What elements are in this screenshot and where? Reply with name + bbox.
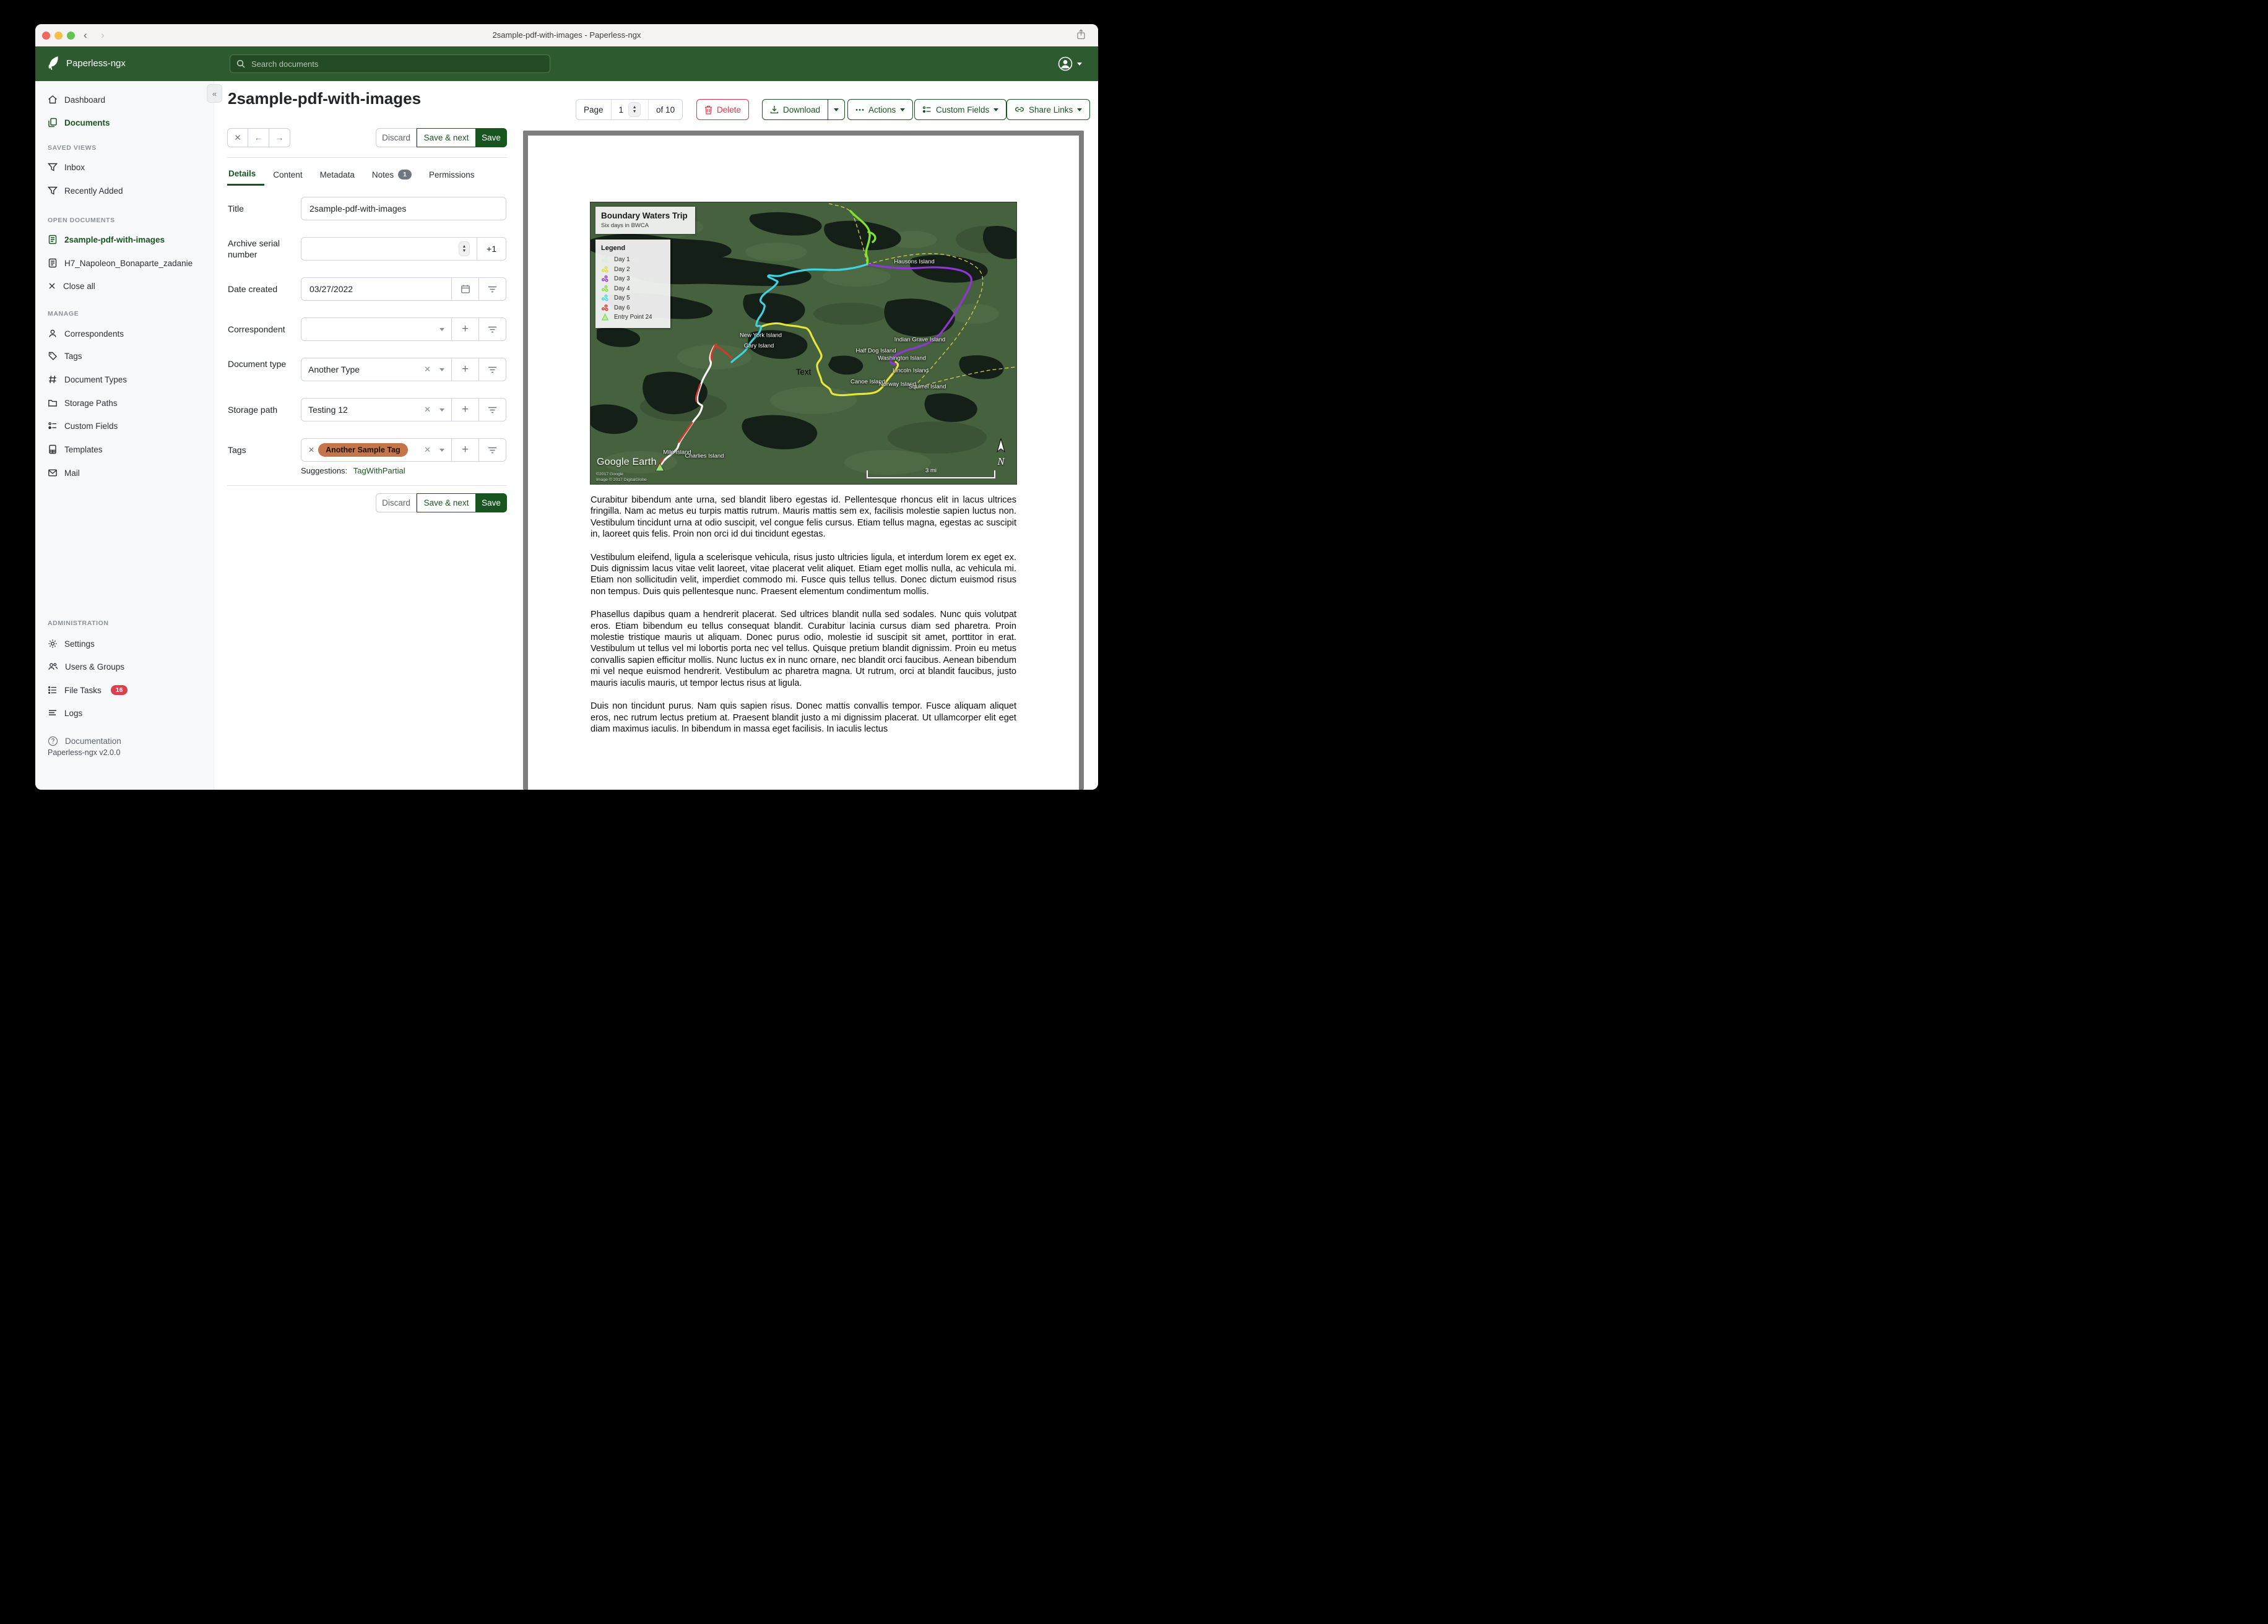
island-label: Indian Grave Island — [894, 336, 946, 343]
pdf-preview-frame — [523, 131, 1084, 790]
island-label: Charlies Island — [685, 452, 724, 460]
document-nav-group — [227, 128, 290, 147]
manage-header: MANAGE — [48, 310, 79, 317]
filter-by-document-type-button[interactable] — [478, 358, 506, 381]
page-navigation — [576, 99, 683, 120]
home-icon — [48, 95, 58, 105]
tab-notes[interactable]: Notes 1 — [363, 165, 420, 186]
remove-tag-icon[interactable]: ✕ — [308, 446, 315, 454]
chevron-down-icon — [1077, 63, 1082, 66]
filter-lines-icon — [488, 366, 497, 373]
share-links-button[interactable]: Share Links — [1006, 99, 1090, 120]
date-created-label: Date created — [228, 284, 278, 294]
save-button[interactable]: Save — [476, 128, 507, 147]
custom-fields-icon — [48, 421, 58, 431]
sidebar-item-logs[interactable]: Logs — [48, 707, 82, 719]
page-count-label: of 10 — [656, 105, 675, 114]
document-icon — [48, 258, 58, 268]
divider — [227, 157, 507, 158]
filter-lines-icon — [488, 447, 497, 454]
legend-item-day3: Day 3 — [601, 274, 665, 284]
custom-fields-button[interactable]: Custom Fields — [914, 99, 1006, 120]
tab-details[interactable]: Details — [227, 165, 264, 186]
paragraph: Phasellus dapibus quam a hendrerit placerat. Sed ultrices blandit nulla sed sodales. Nunc quis volutpat eros. Etiam bibendum eu tellus consequat blandit. Curabitur lacinia cursus diam sed pharetra. Proin molestie tristique mauris ut aliquam. Donec purus odio, molestie id suscipit sit amet, porttitor in erat. Vestibulum ut tellus vel mi lobortis porta nec vel tellus. Quisque pretium blandit dignissim. Proin eu metus convallis sapien efficitur mollis. Nunc luctus ex in nunc ornare, nec blandit orci faucibus. Aenean bibendum mi vel neque euismod hendrerit. Vestibulum ac pharetra magna. Ut rutrum, orci at blandit faucibus, justo mauris iaculis mauris, ut tempor lectus risus at ligula. — [591, 610, 1016, 688]
custom-fields-icon — [922, 105, 932, 114]
add-tag-button[interactable]: + — [451, 439, 478, 461]
sidebar-item-open-doc-1[interactable]: 2sample-pdf-with-images — [48, 233, 165, 246]
search-input[interactable] — [250, 59, 543, 69]
tab-metadata[interactable]: Metadata — [319, 170, 355, 179]
sidebar-item-storage-paths[interactable]: Storage Paths — [48, 397, 118, 409]
document-text — [591, 495, 1016, 746]
tag-icon — [48, 351, 58, 361]
sidebar-item-recently-added[interactable]: Recently Added — [48, 184, 123, 197]
correspondent-label: Correspondent — [228, 324, 285, 334]
storage-path-select[interactable]: Testing 12 ✕ — [301, 399, 451, 421]
map-text-annotation: Text — [795, 367, 812, 377]
users-icon — [48, 662, 58, 672]
title-label: Title — [228, 204, 244, 214]
filter-by-date-button[interactable] — [478, 278, 506, 300]
app-version: Paperless-ngx v2.0.0 — [48, 748, 121, 757]
filter-by-correspondent-button[interactable] — [478, 318, 506, 340]
folder-icon — [48, 398, 58, 408]
chevron-down-icon — [439, 368, 444, 371]
island-label: Canoe Island — [850, 378, 885, 386]
sidebar-item-documents[interactable]: Documents — [48, 116, 110, 129]
saved-views-header: SAVED VIEWS — [48, 144, 97, 152]
mail-icon — [48, 468, 58, 478]
search-icon — [236, 59, 245, 68]
sidebar-item-documentation[interactable]: Documentation — [48, 735, 121, 747]
page-stepper[interactable]: ▲ ▼ — [628, 102, 641, 117]
legend-item-day4: Day 4 — [601, 284, 665, 294]
add-storage-path-button[interactable]: + — [451, 399, 478, 421]
sidebar-item-settings[interactable]: Settings — [48, 637, 95, 650]
divider — [227, 485, 507, 486]
sidebar-item-templates[interactable]: Templates — [48, 443, 103, 456]
chevron-down-icon — [439, 449, 444, 452]
calendar-icon — [461, 284, 470, 294]
asn-field-group — [301, 237, 506, 261]
suggestion-link[interactable]: TagWithPartial — [353, 466, 405, 475]
user-menu[interactable] — [1058, 56, 1082, 71]
sidebar-item-close-all[interactable]: Close all — [48, 280, 95, 292]
next-document-button[interactable]: → — [269, 128, 290, 147]
clear-icon[interactable]: ✕ — [424, 365, 431, 374]
page-title: 2sample-pdf-with-images — [228, 89, 422, 108]
pdf-page[interactable] — [528, 136, 1079, 790]
app-window — [35, 24, 1098, 790]
person-icon — [48, 329, 58, 339]
asn-stepper[interactable]: ▲ ▼ — [459, 241, 470, 256]
actions-button[interactable]: Actions — [847, 99, 913, 120]
save-group-top — [376, 128, 507, 147]
tag-chip[interactable]: Another Sample Tag — [318, 443, 408, 457]
correspondent-select[interactable] — [301, 318, 451, 340]
map-copyright: ©2017 Google — [596, 472, 623, 477]
tab-content[interactable]: Content — [273, 170, 303, 179]
document-icon — [48, 235, 58, 244]
sidebar-item-custom-fields[interactable]: Custom Fields — [48, 420, 118, 432]
legend-item-day1: Day 1 — [601, 255, 665, 265]
browser-back-button[interactable]: ‹ — [84, 29, 87, 41]
island-label: Lincoln Island — [892, 367, 929, 374]
paragraph: Duis non tincidunt purus. Nam quis sapien risus. Donec mattis convallis tempor. Fusce aliquam aliquet eros, nec rutrum lectus pretium at. Praesent blandit justo a mi dignissim placerat. Ut ullamcorper elit eget diam maximus iaculis. In bibendum in massa eget facilisis. In iaculis lectus — [591, 701, 1016, 734]
storage-path-label: Storage path — [228, 405, 278, 415]
paragraph: Vestibulum eleifend, ligula a scelerisque vehicula, risus justo ultricies ligula, et interdum lorem ex eget ex. Duis dignissim lacus vitae velit laoreet, vitae placerat velit aliquet. Etiam eget mollis nulla, ac vehicula mi. Etiam non sollicitudin velit, imperdiet commodo mi. Fusce quis tellus tellus. Donec dictum euismod risus non tempus. Duis quis pellentesque nunc. Praesent elementum condimentum mollis. — [591, 552, 1016, 597]
tag-suggestions: Suggestions: TagWithPartial — [301, 466, 405, 475]
link-icon — [1015, 106, 1024, 113]
north-arrow: N — [994, 438, 1008, 468]
add-document-type-button[interactable]: + — [451, 358, 478, 381]
documents-icon — [48, 118, 58, 127]
filter-by-tag-button[interactable] — [478, 439, 506, 461]
sidebar-item-file-tasks[interactable]: File Tasks 16 — [48, 684, 128, 696]
share-icon[interactable] — [1076, 29, 1086, 43]
collapse-sidebar-button[interactable]: « — [207, 84, 222, 103]
legend-item-day5: Day 5 — [601, 293, 665, 303]
save-group-bottom — [376, 493, 507, 512]
task-list-icon — [48, 685, 58, 695]
notes-count-badge: 1 — [398, 170, 412, 179]
chevron-down-icon — [1077, 108, 1082, 111]
browser-forward-button[interactable]: › — [101, 29, 105, 41]
island-label: Squirrel Island — [908, 383, 946, 391]
date-created-group — [301, 277, 506, 301]
avatar-icon — [1058, 56, 1073, 71]
filter-icon — [48, 186, 58, 196]
sidebar-item-correspondents[interactable]: Correspondents — [48, 327, 124, 340]
paperless-leaf-icon — [46, 56, 60, 71]
map-copyright: Image © 2017 DigitalGlobe — [596, 478, 647, 482]
clear-icon[interactable]: ✕ — [424, 405, 431, 414]
screenshot-root — [0, 0, 1134, 812]
save-and-next-button[interactable]: Save & next — [417, 128, 476, 147]
tab-permissions[interactable]: Permissions — [429, 170, 475, 179]
legend-item-day6: Day 6 — [601, 303, 665, 313]
map-title-box: Boundary Waters Trip Six days in BWCA — [595, 207, 695, 234]
date-created-input[interactable] — [308, 283, 444, 295]
chevron-down-icon — [993, 108, 998, 111]
file-tasks-badge: 16 — [111, 685, 128, 695]
page-number-input[interactable]: 1 ▲ ▼ — [611, 100, 649, 119]
correspondent-group — [301, 317, 506, 341]
window-title: 2sample-pdf-with-images - Paperless-ngx — [492, 30, 641, 40]
document-type-group — [301, 358, 506, 381]
download-button[interactable]: Download — [762, 99, 828, 120]
open-documents-header: OPEN DOCUMENTS — [48, 217, 115, 224]
asn-plus-one-button[interactable]: +1 — [477, 238, 506, 260]
gear-icon — [48, 639, 58, 649]
filter-icon — [48, 162, 58, 172]
sidebar-item-document-types[interactable]: Document Types — [48, 373, 127, 386]
legend-item-day2: Day 2 — [601, 265, 665, 275]
title-field-group — [301, 197, 506, 220]
map-legend: Legend Day 1 Day 2 Day 3 Day 4 Day 5 Day 6 Entry Point 24 — [595, 240, 670, 328]
chevron-down-icon — [900, 108, 905, 111]
help-icon — [48, 736, 58, 746]
storage-path-group — [301, 398, 506, 421]
legend-item-entry-point: Entry Point 24 — [601, 313, 665, 322]
delete-button[interactable]: Delete — [696, 99, 749, 120]
app-logo[interactable] — [46, 56, 126, 71]
app-name: Paperless-ngx — [66, 58, 126, 69]
map-image — [591, 202, 1016, 484]
discard-button[interactable]: Discard — [376, 493, 417, 512]
download-split-button — [762, 99, 845, 120]
template-icon — [48, 444, 58, 454]
sidebar-item-mail[interactable]: Mail — [48, 467, 80, 479]
map-scale-bar: 3 mi — [867, 470, 995, 478]
app-header — [35, 46, 1098, 81]
island-label: New York Island — [739, 332, 782, 339]
window-titlebar — [35, 24, 1098, 47]
filter-lines-icon — [488, 326, 497, 333]
previous-document-button[interactable]: ← — [248, 128, 269, 147]
chevron-down-icon — [439, 408, 444, 412]
tags-select[interactable] — [301, 439, 451, 461]
island-label: Gary Island — [743, 342, 774, 350]
document-type-label: Document type — [228, 359, 287, 369]
filter-lines-icon — [488, 407, 497, 413]
close-document-button[interactable]: ✕ — [227, 128, 248, 147]
island-label: Half Dog Island — [855, 347, 896, 355]
sidebar-item-users-groups[interactable]: Users & Groups — [48, 660, 124, 673]
island-label: Washington Island — [878, 355, 926, 362]
close-icon — [48, 282, 56, 290]
sidebar — [35, 81, 217, 790]
island-label: Mile Island — [663, 449, 691, 456]
document-type-select[interactable]: Another Type ✕ — [301, 358, 451, 381]
download-options-button[interactable] — [828, 99, 845, 120]
sidebar-item-dashboard[interactable]: Dashboard — [48, 93, 105, 106]
asn-input[interactable] — [308, 243, 455, 254]
logs-icon — [48, 708, 58, 718]
paragraph: Curabitur bibendum ante urna, sed blandit libero egestas id. Pellentesque rhoncus elit in lacus ultrices fringilla. Nam ac metus eu turpis mattis rutrum. Mauris mattis sem ex, facilisis molestie sapien luctus non. Vestibulum tincidunt urna at odio suscipit, vel congue felis cursus. Etiam tellus magna, egestas ac suscipit in, laoreet quis felis. Proin non orci id dui tincidunt egestas. — [591, 495, 1016, 540]
title-input[interactable] — [308, 203, 499, 214]
asn-label: Archive serial number — [228, 238, 280, 259]
clear-icon[interactable]: ✕ — [424, 445, 431, 454]
sidebar-item-inbox[interactable]: Inbox — [48, 161, 85, 173]
ellipsis-icon — [855, 108, 864, 111]
island-label: Hausons Island — [894, 258, 935, 266]
save-and-next-button[interactable]: Save & next — [417, 493, 476, 512]
discard-button[interactable]: Discard — [376, 128, 417, 147]
tags-label: Tags — [228, 445, 246, 455]
administration-header: ADMINISTRATION — [48, 620, 109, 627]
chevron-down-icon — [834, 108, 839, 111]
download-icon — [770, 105, 779, 114]
sidebar-item-tags[interactable]: Tags — [48, 350, 82, 362]
page-label: Page — [584, 105, 604, 114]
save-button[interactable]: Save — [476, 493, 507, 512]
tags-group — [301, 438, 506, 462]
editor-tabs — [227, 165, 483, 186]
add-correspondent-button[interactable]: + — [451, 318, 478, 340]
filter-by-storage-path-button[interactable] — [478, 399, 506, 421]
filter-lines-icon — [488, 286, 497, 293]
google-earth-logo: Google Earth — [597, 457, 657, 467]
date-picker-button[interactable] — [451, 278, 478, 300]
search-bar[interactable] — [230, 54, 550, 73]
chevron-down-icon — [439, 328, 444, 331]
trash-icon — [704, 105, 712, 114]
sidebar-item-open-doc-2[interactable]: H7_Napoleon_Bonaparte_zadanie — [48, 257, 193, 269]
island-label: Norway Island — [878, 381, 917, 388]
hash-icon — [48, 374, 58, 384]
